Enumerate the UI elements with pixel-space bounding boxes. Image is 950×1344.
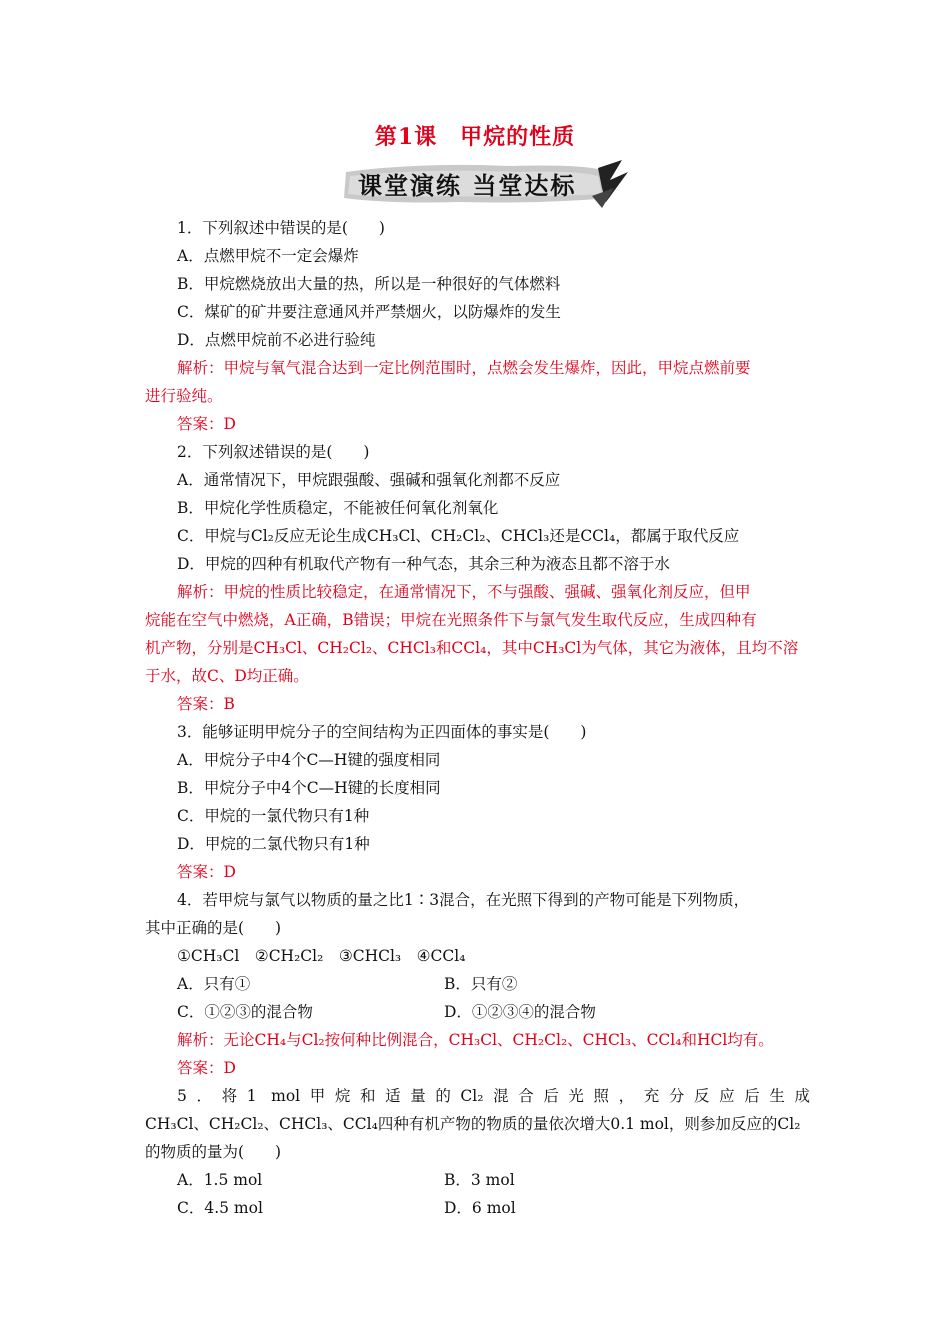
q4-answer: 答案：D [177, 1059, 236, 1077]
q1-option-a: A．点燃甲烷不一定会爆炸 [177, 247, 359, 265]
q5-stem-cont-2: 的物质的量为( ) [145, 1143, 282, 1161]
q5-options-cd [145, 1194, 810, 1222]
q1-answer: 答案：D [177, 415, 236, 433]
q2-answer: 答案：B [177, 695, 235, 713]
q4-option-c: C．①②③的混合物 [177, 1003, 313, 1021]
q4-option-a: A．只有① [177, 975, 251, 993]
q1-option-d: D．点燃甲烷前不必进行验纯 [177, 331, 376, 349]
q4-options-ab [145, 970, 810, 998]
analysis-label: 解析： [177, 583, 224, 601]
analysis-text: 甲烷的性质比较稳定，在通常情况下，不与强酸、强碱、强氧化剂反应，但甲 [223, 583, 751, 601]
q5-stem: 5．将1 mol甲烷和适量的Cl₂混合后光照，充分反应后生成 [177, 1087, 810, 1105]
q1-option-b: B．甲烷燃烧放出大量的热，所以是一种很好的气体燃料 [177, 275, 561, 293]
q1-analysis [145, 354, 810, 382]
q2-option-b: B．甲烷化学性质稳定，不能被任何氧化剂氧化 [177, 499, 499, 517]
q4-option-b: B．只有② [444, 975, 518, 993]
q4-options-cd [145, 998, 810, 1026]
q5-option-d: D．6 mol [444, 1199, 516, 1217]
q4-option-d: D．①②③④的混合物 [444, 1003, 596, 1021]
q2-analysis-cont-2: 机产物，分别是CH₃Cl、CH₂Cl₂、CHCl₃和CCl₄，其中CH₃Cl为气体，其它为液体，且均不溶 [145, 639, 799, 657]
banner-text: 课堂演练 当堂达标 [358, 172, 577, 200]
question-list [145, 214, 810, 1222]
q2-option-a: A．通常情况下，甲烷跟强酸、强碱和强氧化剂都不反应 [177, 471, 561, 489]
q2-stem: 2．下列叙述错误的是( ) [177, 443, 370, 461]
q2-analysis-cont-1: 烷能在空气中燃烧，A正确，B错误；甲烷在光照条件下与氯气发生取代反应，生成四种有 [145, 611, 757, 629]
q5-option-a: A．1.5 mol [177, 1171, 263, 1189]
q4-items: ①CH₃Cl ②CH₂Cl₂ ③CHCl₃ ④CCl₄ [177, 947, 466, 965]
q3-stem: 3．能够证明甲烷分子的空间结构为正四面体的事实是( ) [177, 723, 587, 741]
q3-option-b: B．甲烷分子中4个C—H键的长度相同 [177, 779, 441, 797]
analysis-label: 解析： [177, 359, 224, 377]
q3-answer: 答案：D [177, 863, 236, 881]
q5-options-ab [145, 1166, 810, 1194]
q2-analysis-cont-3: 于水，故C、D均正确。 [145, 667, 309, 685]
analysis-text: 甲烷与氧气混合达到一定比例范围时，点燃会发生爆炸，因此，甲烷点燃前要 [223, 359, 751, 377]
q4-analysis [145, 1026, 810, 1054]
q5-option-b: B．3 mol [444, 1171, 515, 1189]
q3-option-c: C．甲烷的一氯代物只有1种 [177, 807, 370, 825]
q4-stem-cont: 其中正确的是( ) [145, 919, 282, 937]
q5-option-c: C．4.5 mol [177, 1199, 263, 1217]
q5-stem-cont-1: CH₃Cl、CH₂Cl₂、CHCl₃、CCl₄四种有机产物的物质的量依次增大0.1 mol，则参加反应的Cl₂ [145, 1115, 801, 1133]
analysis-text: 无论CH₄与Cl₂按何种比例混合，CH₃Cl、CH₂Cl₂、CHCl₃、CCl₄和HCl均有。 [223, 1031, 774, 1049]
section-banner [340, 158, 630, 210]
analysis-label: 解析： [177, 1031, 224, 1049]
q1-analysis-cont: 进行验纯。 [145, 387, 223, 405]
q3-option-a: A．甲烷分子中4个C—H键的强度相同 [177, 751, 441, 769]
q3-option-d: D．甲烷的二氯代物只有1种 [177, 835, 370, 853]
q1-option-c: C．煤矿的矿井要注意通风并严禁烟火，以防爆炸的发生 [177, 303, 561, 321]
lesson-title: 第1课 甲烷的性质 [374, 124, 576, 150]
q2-option-d: D．甲烷的四种有机取代产物有一种气态，其余三种为液态且都不溶于水 [177, 555, 670, 573]
q1-stem: 1．下列叙述中错误的是( ) [177, 219, 385, 237]
q2-option-c: C．甲烷与Cl₂反应无论生成CH₃Cl、CH₂Cl₂、CHCl₃还是CCl₄，都属于取代反应 [177, 527, 740, 545]
q2-analysis [145, 578, 810, 606]
q4-stem: 4．若甲烷与氯气以物质的量之比1∶3混合，在光照下得到的产物可能是下列物质， [177, 891, 750, 909]
